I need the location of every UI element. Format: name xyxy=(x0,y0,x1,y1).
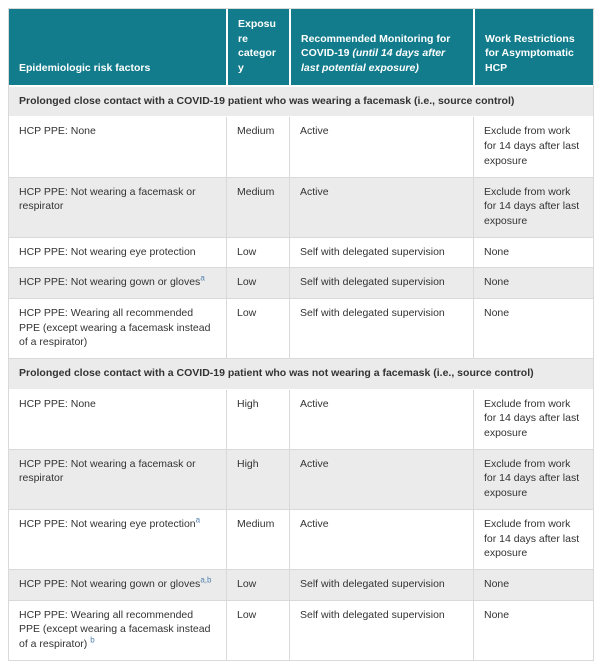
monitoring-cell: Self with delegated supervision xyxy=(289,299,473,359)
col-header-exposure-category xyxy=(226,9,289,87)
exposure-category-cell: High xyxy=(226,390,289,450)
monitoring-cell: Active xyxy=(289,510,473,570)
work-restrictions-cell: Exclude from work for 14 days after last exposure xyxy=(473,450,593,510)
exposure-category-cell: Low xyxy=(226,238,289,269)
risk-factor-cell xyxy=(9,390,226,450)
col-header-label: Recommended Monitoring for COVID-19 xyxy=(301,32,451,60)
col-header-label: Exposure category xyxy=(238,18,276,75)
monitoring-cell: Self with delegated supervision xyxy=(289,268,473,299)
risk-factor-text: HCP PPE: None xyxy=(19,125,96,138)
col-header-label: Epidemiologic risk factors xyxy=(19,62,151,75)
monitoring-cell: Active xyxy=(289,390,473,450)
section-header-cell: Prolonged close contact with a COVID-19 patient who was wearing a facemask (i.e., source control) xyxy=(9,87,593,118)
table-row xyxy=(9,299,593,359)
risk-factor-cell xyxy=(9,601,226,660)
risk-factor-cell xyxy=(9,178,226,238)
risk-factor-text: HCP PPE: Not wearing gown or gloves xyxy=(19,577,201,590)
monitoring-cell: Self with delegated supervision xyxy=(289,601,473,660)
exposure-category-cell: High xyxy=(226,450,289,510)
footnote-link[interactable]: a xyxy=(195,515,201,525)
table-row xyxy=(9,238,593,269)
work-restrictions-cell: Exclude from work for 14 days after last exposure xyxy=(473,510,593,570)
table-row xyxy=(9,178,593,238)
col-header-label: Work Restrictions for Asymptomatic HCP xyxy=(485,32,575,75)
table-row xyxy=(9,601,593,660)
risk-factor-text: HCP PPE: Not wearing eye protection xyxy=(19,245,196,258)
footnote-link[interactable]: a,b xyxy=(200,575,212,585)
footnote-link[interactable]: b xyxy=(90,635,95,645)
work-restrictions-cell: Exclude from work for 14 days after last exposure xyxy=(473,178,593,238)
exposure-category-cell: Low xyxy=(226,268,289,299)
risk-factor-text: HCP PPE: Not wearing gown or gloves xyxy=(19,276,201,289)
exposure-category-cell: Medium xyxy=(226,178,289,238)
exposure-category-cell: Medium xyxy=(226,510,289,570)
monitoring-cell: Active xyxy=(289,178,473,238)
monitoring-cell: Self with delegated supervision xyxy=(289,238,473,269)
exposure-category-cell: Low xyxy=(226,299,289,359)
risk-factor-cell xyxy=(9,238,226,269)
risk-factor-text: HCP PPE: Not wearing a facemask or respirator xyxy=(19,185,196,213)
risk-factor-text: HCP PPE: Not wearing a facemask or respirator xyxy=(19,457,196,485)
footnote-link[interactable]: a xyxy=(200,273,205,283)
table-body xyxy=(9,87,593,660)
table-row xyxy=(9,268,593,299)
risk-factor-cell xyxy=(9,450,226,510)
work-restrictions-cell: None xyxy=(473,570,593,601)
col-header-monitoring xyxy=(289,9,473,87)
risk-factor-text: HCP PPE: None xyxy=(19,397,96,410)
risk-factor-cell xyxy=(9,510,226,570)
col-header-work-restrictions xyxy=(473,9,593,87)
col-header-risk-factors xyxy=(9,9,226,87)
exposure-category-cell: Low xyxy=(226,570,289,601)
work-restrictions-cell: None xyxy=(473,268,593,299)
work-restrictions-cell: Exclude from work for 14 days after last exposure xyxy=(473,390,593,450)
risk-factor-cell xyxy=(9,117,226,177)
risk-factor-text: HCP PPE: Wearing all recommended PPE (except wearing a facemask instead of a respirator) xyxy=(19,306,211,349)
table-row xyxy=(9,450,593,510)
table-row xyxy=(9,510,593,570)
exposure-category-cell: Medium xyxy=(226,117,289,177)
col-header-label-italic: (until 14 days after last potential exposure) xyxy=(301,47,446,75)
work-restrictions-cell: None xyxy=(473,299,593,359)
table-row xyxy=(9,117,593,177)
table-row xyxy=(9,390,593,450)
exposure-category-cell: Low xyxy=(226,601,289,660)
monitoring-cell: Active xyxy=(289,450,473,510)
section-header-cell: Prolonged close contact with a COVID-19 patient who was not wearing a facemask (i.e., source control) xyxy=(9,359,593,390)
table-header xyxy=(9,9,593,87)
table-row xyxy=(9,570,593,601)
risk-factor-cell xyxy=(9,299,226,359)
risk-factor-cell xyxy=(9,268,226,299)
work-restrictions-cell: None xyxy=(473,601,593,660)
risk-factor-text: HCP PPE: Wearing all recommended PPE (except wearing a facemask instead of a respirator) xyxy=(19,608,211,650)
risk-factor-cell xyxy=(9,570,226,601)
work-restrictions-cell: Exclude from work for 14 days after last exposure xyxy=(473,117,593,177)
header-row xyxy=(9,9,593,87)
monitoring-cell: Self with delegated supervision xyxy=(289,570,473,601)
risk-assessment-table xyxy=(8,8,594,661)
monitoring-cell: Active xyxy=(289,117,473,177)
section-header-row xyxy=(9,359,593,390)
risk-factor-text: HCP PPE: Not wearing eye protection xyxy=(19,517,196,530)
work-restrictions-cell: None xyxy=(473,238,593,269)
section-header-row xyxy=(9,87,593,118)
